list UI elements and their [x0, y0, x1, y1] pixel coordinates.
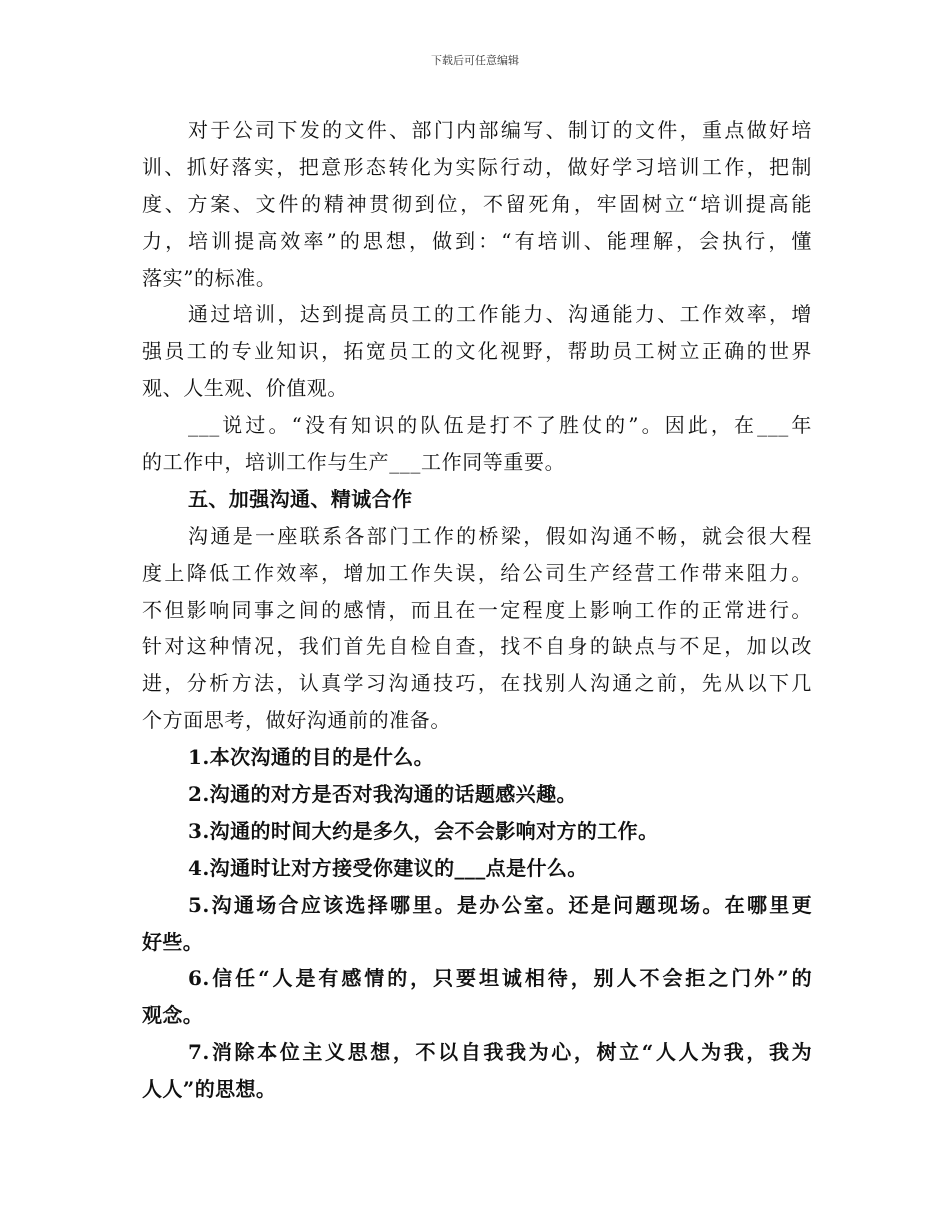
text-line: 通过培训，达到提高员工的工作能力、沟通能力、工作效率，增: [188, 302, 812, 327]
text-line: 不但影响同事之间的感情，而且在一定程度上影响工作的正常进行。: [142, 597, 812, 622]
text-line: 4.沟通时让对方接受你建议的___点是什么。: [188, 855, 588, 880]
text-line: 5.沟通场合应该选择哪里。是办公室。还是问题现场。在哪里更: [188, 892, 812, 917]
text-line: ___说过。“没有知识的队伍是打不了胜仗的”。因此，在___年: [188, 413, 812, 438]
text-line: 6.信任“人是有感情的，只要坦诚相待，别人不会拒之门外”的: [188, 966, 812, 991]
text-line: 观念。: [142, 1003, 204, 1028]
text-line: 沟通是一座联系各部门工作的桥梁，假如沟通不畅，就会很大程: [188, 523, 812, 548]
text-line: 7.消除本位主义思想，不以自我我为心，树立“人人为我，我为: [188, 1040, 812, 1065]
text-line: 针对这种情况，我们首先自检自查，找不自身的缺点与不足，加以改: [142, 634, 812, 659]
document-body: [142, 112, 812, 1108]
text-line: 观、人生观、价值观。: [142, 376, 348, 401]
text-line: 度、方案、文件的精神贯彻到位，不留死角，牢固树立“培训提高能: [142, 191, 812, 216]
text-line: 好些。: [142, 929, 204, 954]
text-line: 对于公司下发的文件、部门内部编写、制订的文件，重点做好培: [188, 118, 812, 142]
text-line: 个方面思考，做好沟通前的准备。: [142, 708, 451, 733]
text-line: 训、抓好落实，把意形态转化为实际行动，做好学习培训工作，把制: [142, 154, 812, 179]
text-line: 力，培训提高效率”的思想，做到：“有培训、能理解，会执行，懂: [142, 228, 812, 253]
text-line: 人人”的思想。: [142, 1077, 277, 1102]
text-line: 3.沟通的时间大约是多久，会不会影响对方的工作。: [188, 818, 659, 843]
text-line: 1.本次沟通的目的是什么。: [188, 745, 435, 770]
page-header: 下载后可任意编辑: [431, 54, 519, 67]
text-line: 2.沟通的对方是否对我沟通的话题感兴趣。: [188, 782, 577, 807]
text-line: 落实”的标准。: [142, 265, 277, 290]
text-line: 强员工的专业知识，拓宽员工的文化视野，帮助员工树立正确的世界: [142, 339, 812, 364]
text-line: 度上降低工作效率，增加工作失误，给公司生产经营工作带来阻力。: [142, 560, 812, 585]
text-line: 的工作中，培训工作与生产___工作同等重要。: [142, 450, 566, 475]
text-line: 进，分析方法，认真学习沟通技巧，在找别人沟通之前，先从以下几: [142, 671, 812, 696]
text-line: 五、加强沟通、精诚合作: [188, 486, 413, 511]
